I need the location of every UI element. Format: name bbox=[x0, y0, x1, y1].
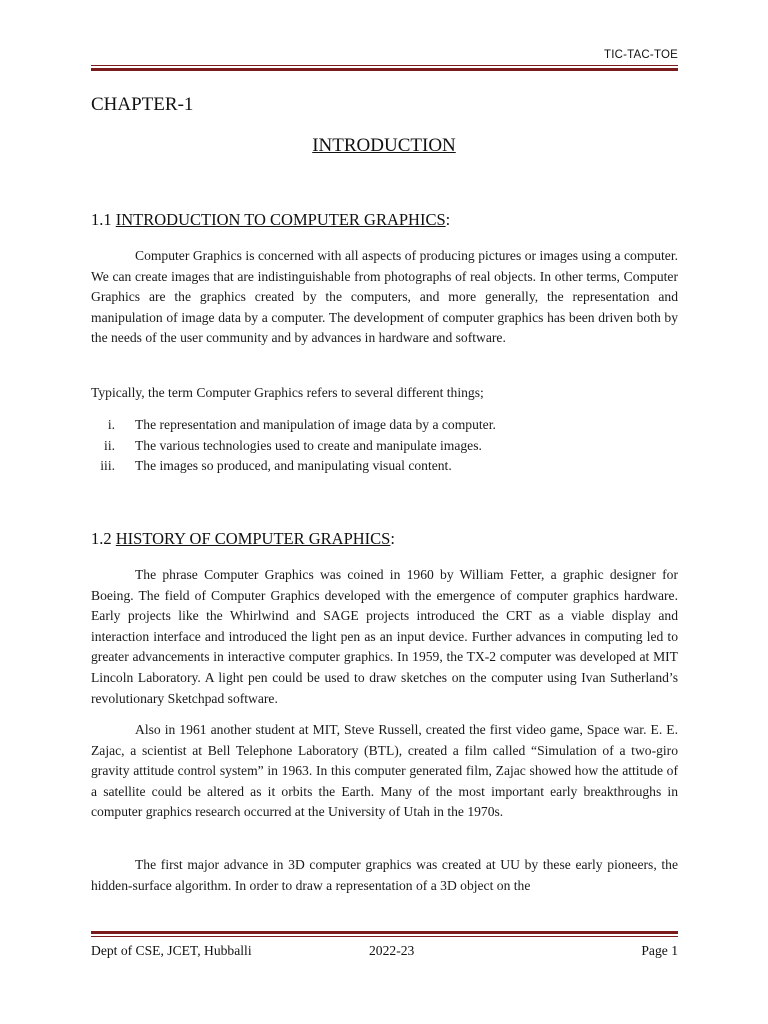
list-item-number: i. bbox=[107, 417, 115, 432]
footer-page-number: Page 1 bbox=[641, 943, 678, 958]
section-1-number: 1.1 bbox=[91, 210, 116, 229]
section-2-title: HISTORY OF COMPUTER GRAPHICS bbox=[115, 529, 391, 548]
list-item bbox=[91, 456, 678, 477]
section-2-paragraph-2: Also in 1961 another student at MIT, Steve Russell, created the first video game, Space war. E. E. Zajac, a scientist at Bell Telephone Laboratory (BTL), created a film called “Simulation of a two-giro gravity attitude control system” in 1963. In this computer generated film, Zajac showed how the attitude of a satellite could be altered as it orbits the Earth. Many of the most important early breakthroughs in computer graphics research occurred at the University of Utah in the 1970s. bbox=[91, 722, 678, 820]
page-title: INTRODUCTION bbox=[312, 135, 456, 156]
list-item-text: The images so produced, and manipulating visual content. bbox=[135, 458, 452, 474]
list-item-text: The representation and manipulation of image data by a computer. bbox=[135, 417, 496, 432]
section-1-paragraph-1: Computer Graphics is concerned with all aspects of producing pictures or images using a computer. We can create images that are indistinguishable from photographs of real objects. In other terms, Computer Graphics are the graphics created by the computers, and more generally, the representation and manipulation of image data by a computer. The development of computer graphics has been driven both by the needs of the user community and by advances in hardware and software. bbox=[91, 248, 678, 346]
list-item-number: ii. bbox=[104, 437, 115, 453]
section-1-colon: : bbox=[445, 210, 451, 229]
running-header-title: TIC-TAC-TOE bbox=[604, 49, 678, 61]
section-1-heading bbox=[91, 210, 450, 230]
section-2-heading bbox=[91, 529, 395, 549]
section-1-title: INTRODUCTION TO COMPUTER GRAPHICS bbox=[115, 210, 446, 229]
footer-rule-thin bbox=[91, 936, 678, 937]
header-rule-thick bbox=[91, 68, 678, 71]
list-item bbox=[91, 415, 678, 436]
footer-year: 2022-23 bbox=[369, 943, 415, 958]
chapter-label: CHAPTER-1 bbox=[91, 94, 194, 115]
footer-department: Dept of CSE, JCET, Hubballi bbox=[91, 943, 252, 958]
definition-list bbox=[91, 415, 678, 477]
header-rule-thin bbox=[91, 65, 678, 66]
list-item bbox=[91, 436, 678, 457]
section-2-number: 1.2 bbox=[91, 529, 116, 548]
section-2-paragraph-3: The first major advance in 3D computer graphics was created at UU by these early pioneers, the hidden-surface algorithm. In order to draw a representation of a 3D object on the bbox=[91, 857, 678, 893]
list-item-number: iii. bbox=[100, 458, 115, 474]
footer-rule-thick bbox=[91, 931, 678, 934]
list-item-text: The various technologies used to create and manipulate images. bbox=[135, 437, 482, 453]
section-1-paragraph-2: Typically, the term Computer Graphics refers to several different things; bbox=[91, 385, 484, 400]
section-2-colon: : bbox=[390, 529, 395, 548]
section-2-paragraph-1: The phrase Computer Graphics was coined in 1960 by William Fetter, a graphic designer for Boeing. The field of Computer Graphics developed with the emergence of computer graphics hardware. Early projects like the Whirlwind and SAGE projects introduced the CRT as a viable display and interaction interface and introduced the light pen as an input device. Further advances in computing led to greater advancements in interactive computer graphics. In 1959, the TX-2 computer was developed at MIT Lincoln Laboratory. A light pen could be used to draw sketches on the computer using Ivan Sutherland’s revolutionary Sketchpad software. bbox=[91, 567, 678, 706]
